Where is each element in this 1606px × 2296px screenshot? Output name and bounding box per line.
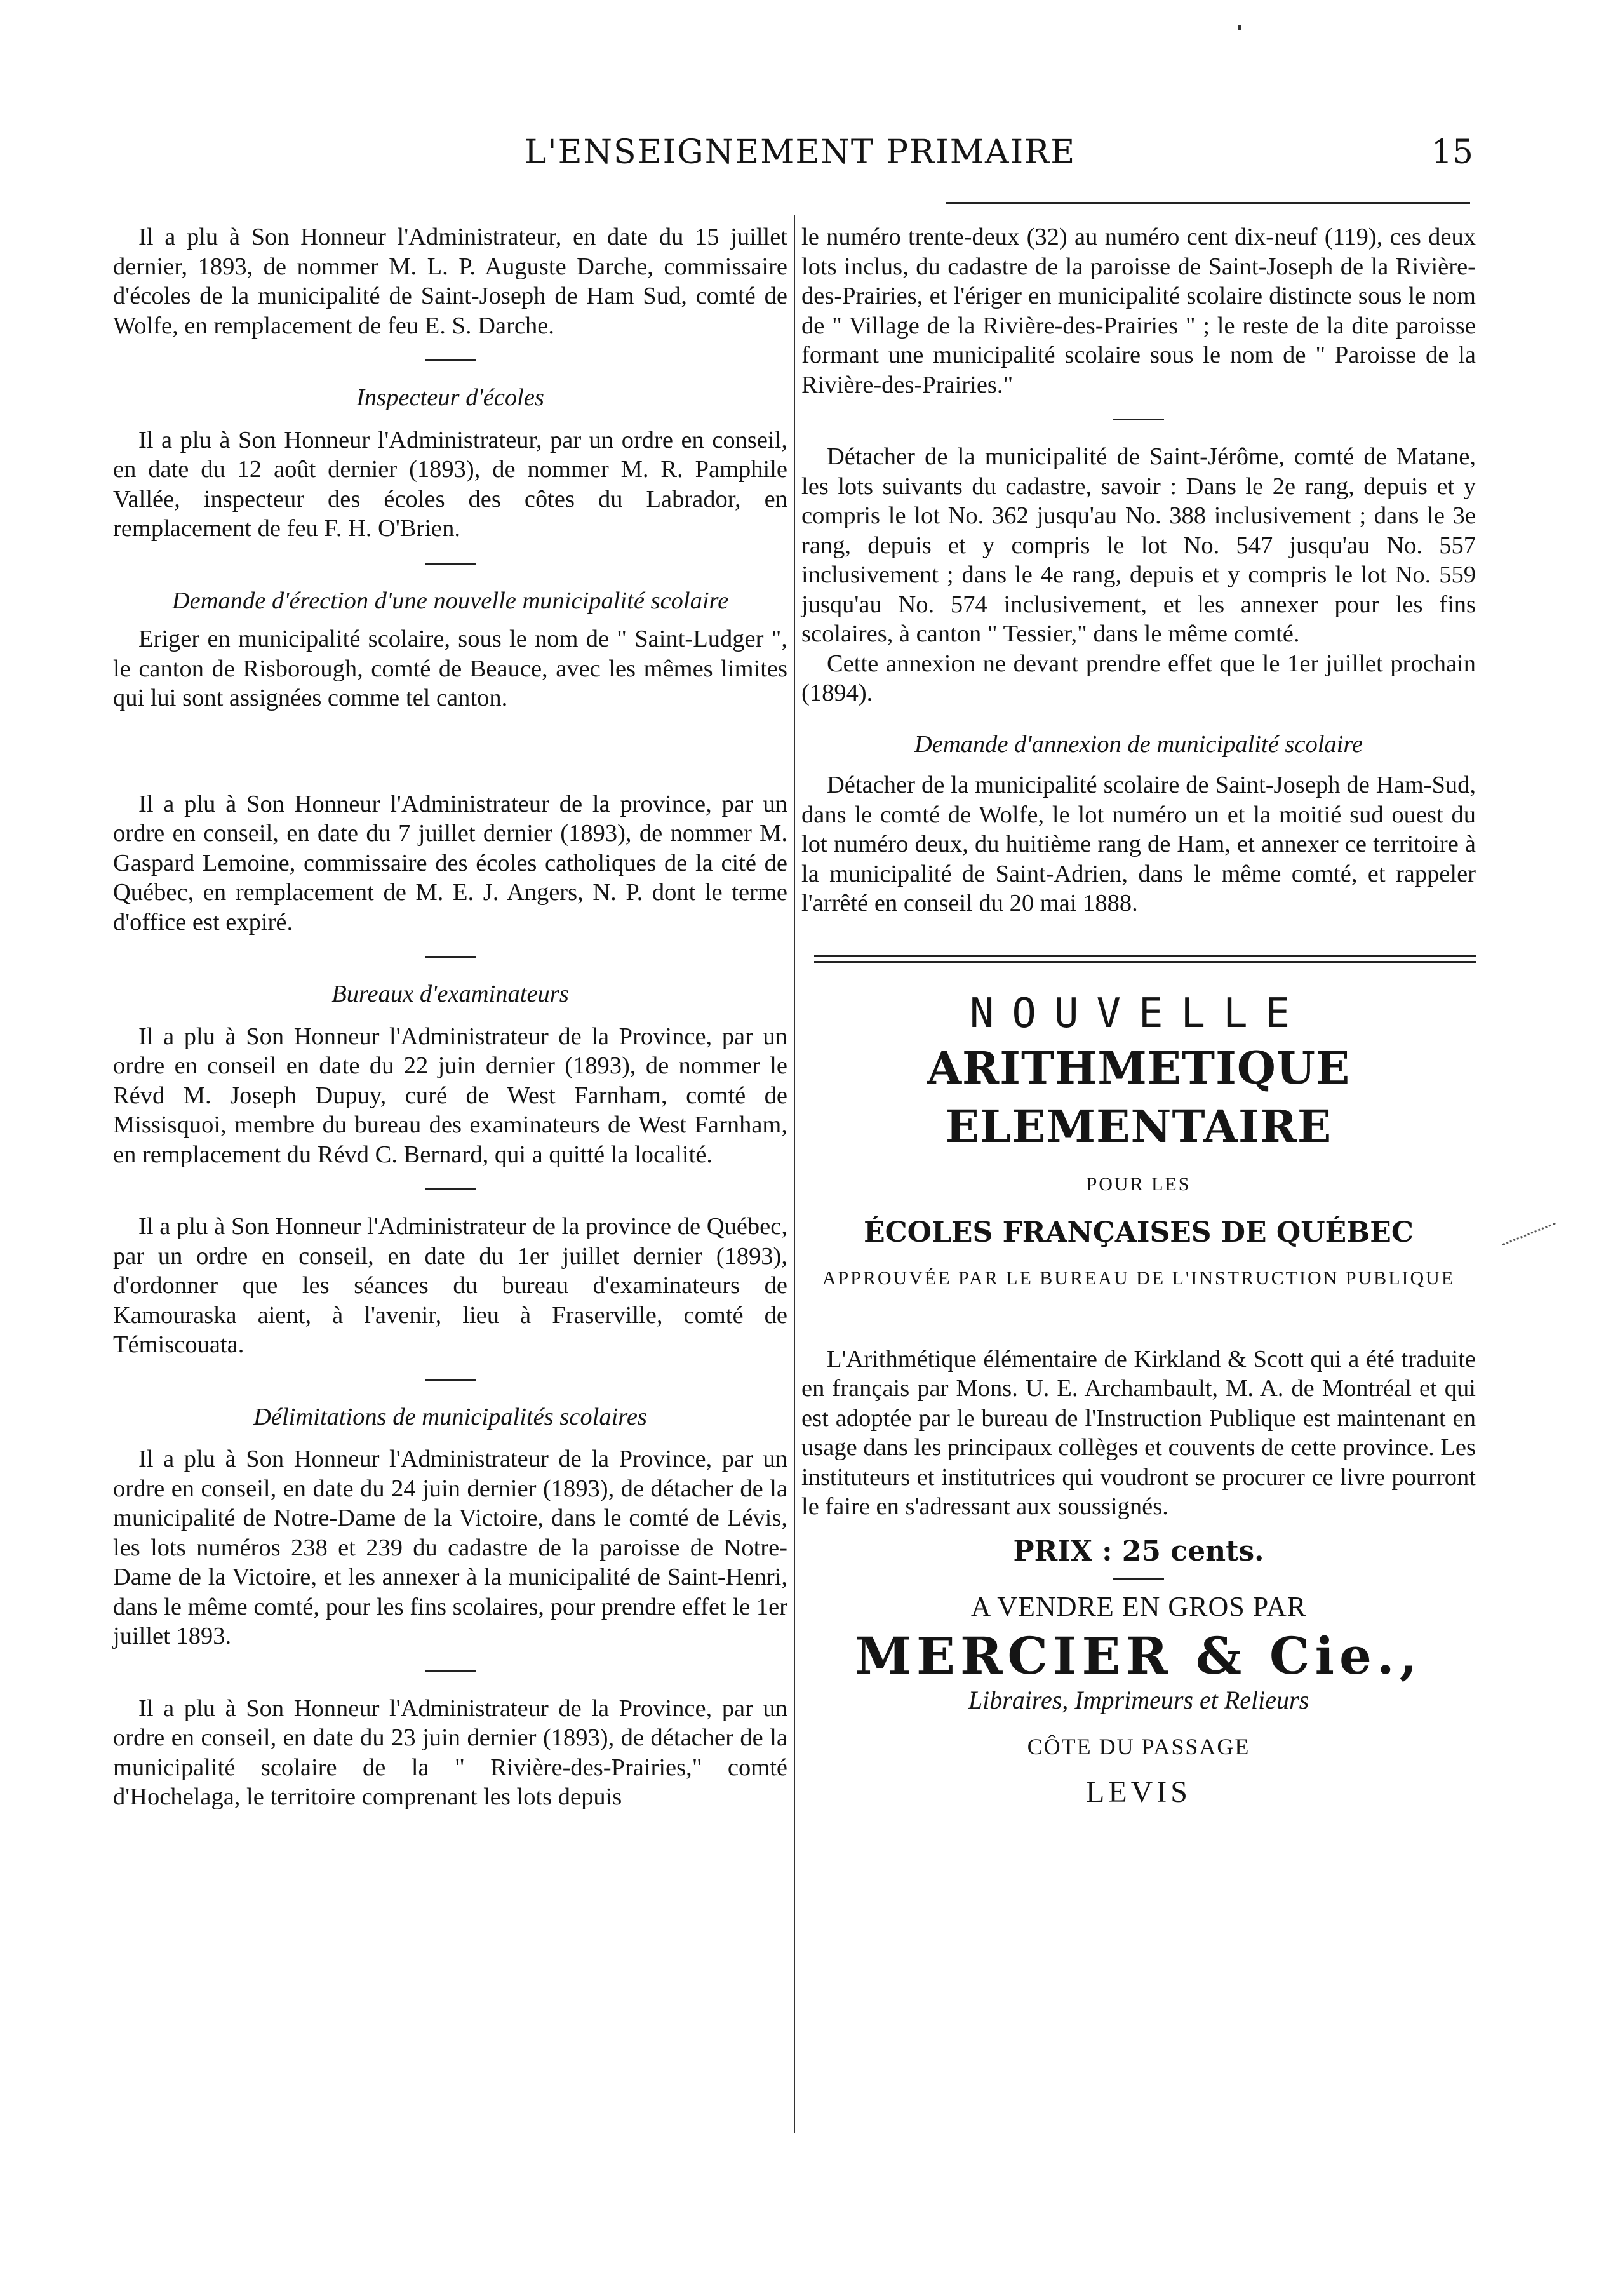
left-column — [113, 222, 787, 1812]
ad-ecoles: ÉCOLES FRANÇAISES DE QUÉBEC — [864, 1216, 1414, 1249]
advertisement — [801, 988, 1476, 1808]
spacer — [113, 713, 787, 789]
ad-a-vendre: A VENDRE EN GROS PAR — [970, 1591, 1307, 1622]
advert-separator — [814, 955, 1476, 963]
notice-lemoine: Il a plu à Son Honneur l'Administrateur de la province, par un ordre en conseil, en date du 7 juillet dernier (1893), de nommer M. Gaspard Lemoine, commissaire des écoles catholiques de la cité de Québec, en remplacement de M. E. J. Angers, N. P. dont le terme d'office est expiré. — [113, 790, 787, 936]
heading-inspecteur: Inspecteur d'écoles — [356, 384, 544, 411]
heading-delimitations: Délimitations de municipalités scolaires — [253, 1403, 647, 1430]
section-rule — [425, 1379, 476, 1381]
section-rule — [425, 563, 476, 565]
right-column — [801, 222, 1476, 1808]
page-number: 15 — [1431, 133, 1473, 171]
section-rule — [425, 359, 476, 361]
notice-annexion-effet: Cette annexion ne devant prendre effet que le 1er juillet prochain (1894). — [801, 650, 1476, 706]
notice-saint-ludger: Eriger en municipalité scolaire, sous le nom de " Saint-Ludger ", le canton de Risborough, comté de Beauce, avec les mêmes limites qui lui sont assignées comme tel canton. — [113, 626, 787, 711]
section-rule — [1113, 419, 1164, 420]
margin-mark — [1502, 1223, 1565, 1270]
notice-ham-sud: Détacher de la municipalité scolaire de Saint-Joseph de Ham-Sud, dans le comté de Wolfe, le lot numéro un et la moitié sud ouest du lot numéro deux, du huitième rang de Ham, et annexer ce territoire à la municipalité de Saint-Adrien, dans le même comté, et rappeler l'arrêté en conseil du 20 mai 1888. — [801, 772, 1476, 916]
ink-speck — [1238, 25, 1241, 30]
notice-kamouraska: Il a plu à Son Honneur l'Administrateur de la province de Québec, par un ordre en conseil, en date du 1er juillet dernier (1893), d'ordonner que les séances du bureau d'examinateurs de Kamouraska aient, à l'avenir, lieu à Fraserville, comté de Témiscouata. — [113, 1213, 787, 1358]
heading-annexion: Demande d'annexion de municipalité scolaire — [914, 730, 1363, 758]
ad-rule — [1113, 1578, 1164, 1580]
notice-riviere-continued: le numéro trente-deux (32) au numéro cent dix-neuf (119), ces deux lots inclus, du cadastre de la paroisse de Saint-Joseph de la Rivière-des-Prairies, et l'ériger en municipalité scolaire distincte sous le nom de " Village de la Rivière-des-Prairies " ; le reste de la dite paroisse formant une municipalité scolaire sous le nom de " Paroisse de la Rivière-des-Prairies." — [801, 224, 1476, 398]
notice-vallee: Il a plu à Son Honneur l'Administrateur, par un ordre en conseil, en date du 12 août dernier (1893), de nommer M. R. Pamphile Vallée, inspecteur des écoles des côtes du Labrador, en remplacement de feu F. H. O'Brien. — [113, 426, 787, 542]
ad-price: PRIX : 25 cents. — [1013, 1534, 1264, 1568]
ad-city: LEVIS — [1086, 1775, 1191, 1809]
heading-bureaux: Bureaux d'examinateurs — [331, 981, 569, 1007]
header-rule — [946, 202, 1470, 204]
ad-approuvee: APPROUVÉE PAR LE BUREAU DE L'INSTRUCTION PUBLIQUE — [822, 1267, 1455, 1289]
ad-body-text: L'Arithmétique élémentaire de Kirkland & Scott qui a été traduite en français par Mons. U. E. Archambault, M. A. de Montréal et qui est adoptée par le bureau de l'Instruction Publique est maintenant en usage dans les principaux collèges et couvents de cette province. Les instituteurs et institutrices qui voudront se procurer ce livre pourront le faire en s'adressant aux soussignés. — [801, 1345, 1476, 1520]
notice-darche: Il a plu à Son Honneur l'Administrateur, en date du 15 juillet dernier, 1893, de nommer M. L. P. Auguste Darche, commissaire d'écoles de la municipalité de Saint-Joseph de Ham Sud, comté de Wolfe, en remplacement de feu E. S. Darche. — [113, 224, 787, 339]
notice-saint-jerome: Détacher de la municipalité de Saint-Jérôme, comté de Matane, les lots suivants du cadastre, savoir : Dans le 2e rang, depuis et y compris le lot No. 362 jusqu'au No. 388 inclusivement ; dans le 3e rang, depuis et y compris le lot No. 547 jusqu'au No. 557 inclusivement ; dans le 4e rang, depuis et y compris le lot No. 559 jusqu'au No. 574 inclusivement, et les annexer pour les fins scolaires, à canton " Tessier," dans le même comté. — [801, 443, 1476, 647]
section-rule — [425, 956, 476, 958]
heading-demande-erection: Demande d'érection d'une nouvelle municipalité scolaire — [171, 587, 729, 614]
running-header — [127, 133, 1473, 178]
section-rule — [425, 1188, 476, 1190]
ad-arithmetique-title: ARITHMETIQUE ELEMENTAIRE — [927, 1041, 1351, 1153]
notice-notre-dame: Il a plu à Son Honneur l'Administrateur de la Province, par un ordre en conseil, en date du 24 juin dernier (1893), de détacher de la municipalité de Notre-Dame de la Victoire, dans le comté de Lévis, les lots numéros 238 et 239 du cadastre de la paroisse de Notre-Dame de la Victoire, et les annexer à la municipalité de Saint-Henri, dans le même comté, pour les fins scolaires, pour prendre effet le 1er juillet 1893. — [113, 1446, 787, 1649]
notice-riviere-des-prairies: Il a plu à Son Honneur l'Administrateur de la Province, par un ordre en conseil, en date du 23 juin dernier (1893), de détacher de la municipalité scolaire de la " Rivière-des-Prairies," comté d'Hochelaga, le territoire comprenant les lots depuis — [113, 1695, 787, 1810]
running-title: L'ENSEIGNEMENT PRIMAIRE — [524, 133, 1076, 171]
ad-address: CÔTE DU PASSAGE — [1027, 1733, 1250, 1759]
ad-nouvelle: NOUVELLE — [969, 990, 1308, 1037]
ad-publisher-name: MERCIER & Cie., — [855, 1625, 1422, 1686]
ad-publisher-trade: Libraires, Imprimeurs et Relieurs — [968, 1686, 1309, 1714]
notice-dupuy: Il a plu à Son Honneur l'Administrateur de la Province, par un ordre en conseil en date du 22 juin dernier (1893), de nommer le Révd M. Joseph Dupuy, curé de West Farnham, comté de Missisquoi, membre du bureau des examinateurs de West Farnham, en remplacement du Révd C. Bernard, qui a quitté la localité. — [113, 1023, 787, 1168]
section-rule — [425, 1670, 476, 1672]
column-divider — [794, 215, 795, 2133]
ad-pour-les: POUR LES — [1086, 1173, 1191, 1195]
